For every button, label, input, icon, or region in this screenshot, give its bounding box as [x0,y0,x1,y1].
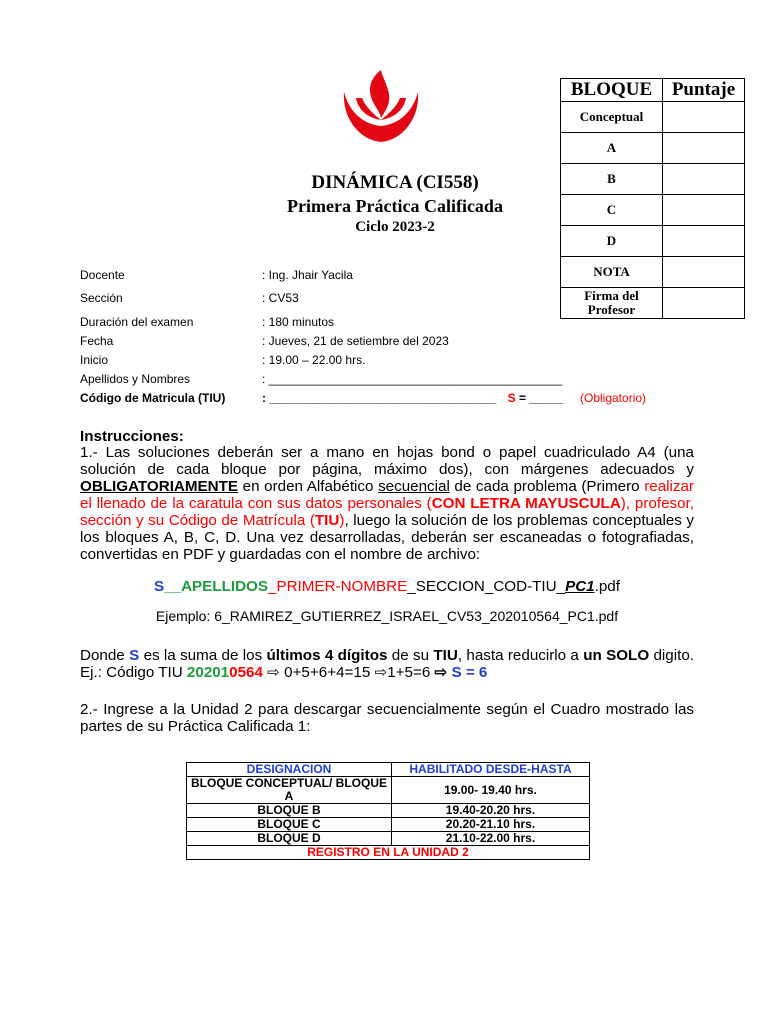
fecha-label: Fecha [80,334,114,348]
score-row-a: A [561,133,663,164]
fecha-value: : Jueves, 21 de setiembre del 2023 [262,334,449,348]
s-explanation [80,647,694,681]
un-solo: un SOLO [583,647,650,664]
instr-text: Donde [80,647,130,664]
codigo-label: Código de Matricula (TIU) [80,391,226,405]
exam-subtitle: Primera Práctica Calificada [287,196,503,216]
fmt-nombre: PRIMER-NOMBRE [276,578,408,595]
seccion-label: Sección [80,291,123,305]
score-row-d: D [561,226,663,257]
instruction-1 [80,444,694,563]
fmt-sep: __ [164,578,182,595]
docente-label: Docente [80,268,125,282]
instruction-2: 2.- Ingrese a la Unidad 2 para descargar secuencialmente según el Cuadro mostrado las partes de su Práctica Calificada 1: [80,701,694,735]
donde-tiu: TIU [433,647,458,664]
score-cell [663,288,745,319]
sched-horario: 19.40-20.20 hrs. [392,804,590,818]
tiu-code-last4: 0564 [229,664,263,681]
instr-text: es la suma de los [139,647,267,664]
instr-text: de su [387,647,434,664]
sched-bloque: BLOQUE B [187,804,392,818]
instr-text: , luego la solución de los problemas conceptuales y los bloques A, B, C, D. Una vez desarrolladas, deberán ser escaneadas o fotografiadas, convertidas en PDF y guardadas con el nombre de archivo: [80,512,694,563]
registro-unidad-2: REGISTRO EN LA UNIDAD 2 [187,846,590,860]
fmt-s: S [154,578,165,595]
upc-flame-logo-icon [340,64,422,144]
exam-title: DINÁMICA (CI558) [311,172,479,193]
tiu-highlight: TIU [314,512,340,529]
fmt-pc1: PC1 [565,578,595,595]
instr-text: 1.- Las soluciones deberán ser a mano en hojas bond o papel cuadriculado A4 (una solución de cada bloque por página, máximo dos), con márgenes adecuados y [80,444,694,478]
docente-value: : Ing. Jhair Yacila [262,268,353,282]
duracion-label: Duración del examen [80,315,194,329]
score-table [560,78,745,319]
score-cell [663,102,745,133]
ultimos-4-digitos: últimos 4 dígitos [266,647,388,664]
fmt-ext: .pdf [594,578,620,595]
instr-text: ⇨ 0+5+6+4=15 ⇨1+5=6 [262,664,435,681]
instr-text: , hasta reducirlo a [457,647,584,664]
score-row-c: C [561,195,663,226]
sched-bloque: BLOQUE CONCEPTUAL/ BLOQUE A [187,777,392,804]
exam-cycle: Ciclo 2023-2 [355,219,435,235]
tiu-code-prefix: 20201 [186,664,230,681]
apellidos-label: Apellidos y Nombres [80,372,191,386]
inicio-label: Inicio [80,353,109,367]
con-letra-mayuscula: CON LETRA MAYUSCULA [431,495,621,512]
table-row [187,804,590,818]
s-result: S = 6 [447,664,488,681]
fmt-apellidos: APELLIDOS [181,578,268,595]
apellidos-field[interactable]: : ____________________________________________ [262,372,563,386]
instr-red-text: ), profesor, sección y su Código de Matrícula ( [80,495,695,529]
sched-horario: 21.10-22.00 hrs. [392,832,590,846]
arrow-icon: ⇨ [434,664,448,681]
seccion-value: : CV53 [262,291,299,305]
score-cell [663,226,745,257]
instr-red-text: ) [339,512,345,529]
score-row-nota: NOTA [561,257,663,288]
secuencial: secuencial [378,478,450,495]
sched-bloque: BLOQUE D [187,832,392,846]
sched-header-habilitado: HABILITADO DESDE-HASTA [392,763,590,777]
sched-horario: 20.20-21.10 hrs. [392,818,590,832]
codigo-blank: : __________________________________ [262,391,497,405]
sched-bloque: BLOQUE C [187,818,392,832]
table-row [187,777,590,804]
score-header-puntaje: Puntaje [663,79,745,102]
score-cell [663,195,745,226]
fmt-sep: _ [268,578,277,595]
sched-horario: 19.00- 19.40 hrs. [392,777,590,804]
fmt-rest: _SECCION_COD-TIU_ [407,578,566,595]
score-row-firma [561,288,663,319]
instr-text: de cada problema (Primero [449,478,645,495]
instr-text: digito. Ej.: Código TIU [80,647,694,681]
s-blank: = _____ [515,391,563,405]
table-row [187,818,590,832]
filename-example: Ejemplo: 6_RAMIREZ_GUTIERREZ_ISRAEL_CV53_202010564_PC1.pdf [155,608,619,624]
instructions-heading: Instrucciones: [80,428,184,445]
instr-red-text: realizar el llenado de la caratula con sus datos personales ( [80,478,694,512]
obligatoriamente: OBLIGATORIAMENTE [80,478,239,495]
inicio-value: : 19.00 – 22.00 hrs. [262,353,366,367]
sched-header-designacion: DESIGNACION [187,763,392,777]
obligatorio-note: (Obligatorio) [580,391,647,405]
score-row-conceptual: Conceptual [561,102,663,133]
score-row-b: B [561,164,663,195]
s-label: S [507,391,516,405]
instr-text: en orden Alfabético [238,478,379,495]
schedule-table [186,762,590,860]
duracion-value: : 180 minutos [262,315,335,329]
score-cell [663,257,745,288]
score-header-bloque: BLOQUE [561,79,663,102]
table-row [187,832,590,846]
firma-line2: Profesor [587,302,636,317]
filename-format [80,578,694,595]
score-cell [663,164,745,195]
firma-line1: Firma del [584,288,639,303]
donde-s: S [129,647,140,664]
score-cell [663,133,745,164]
codigo-field[interactable] [262,391,646,405]
